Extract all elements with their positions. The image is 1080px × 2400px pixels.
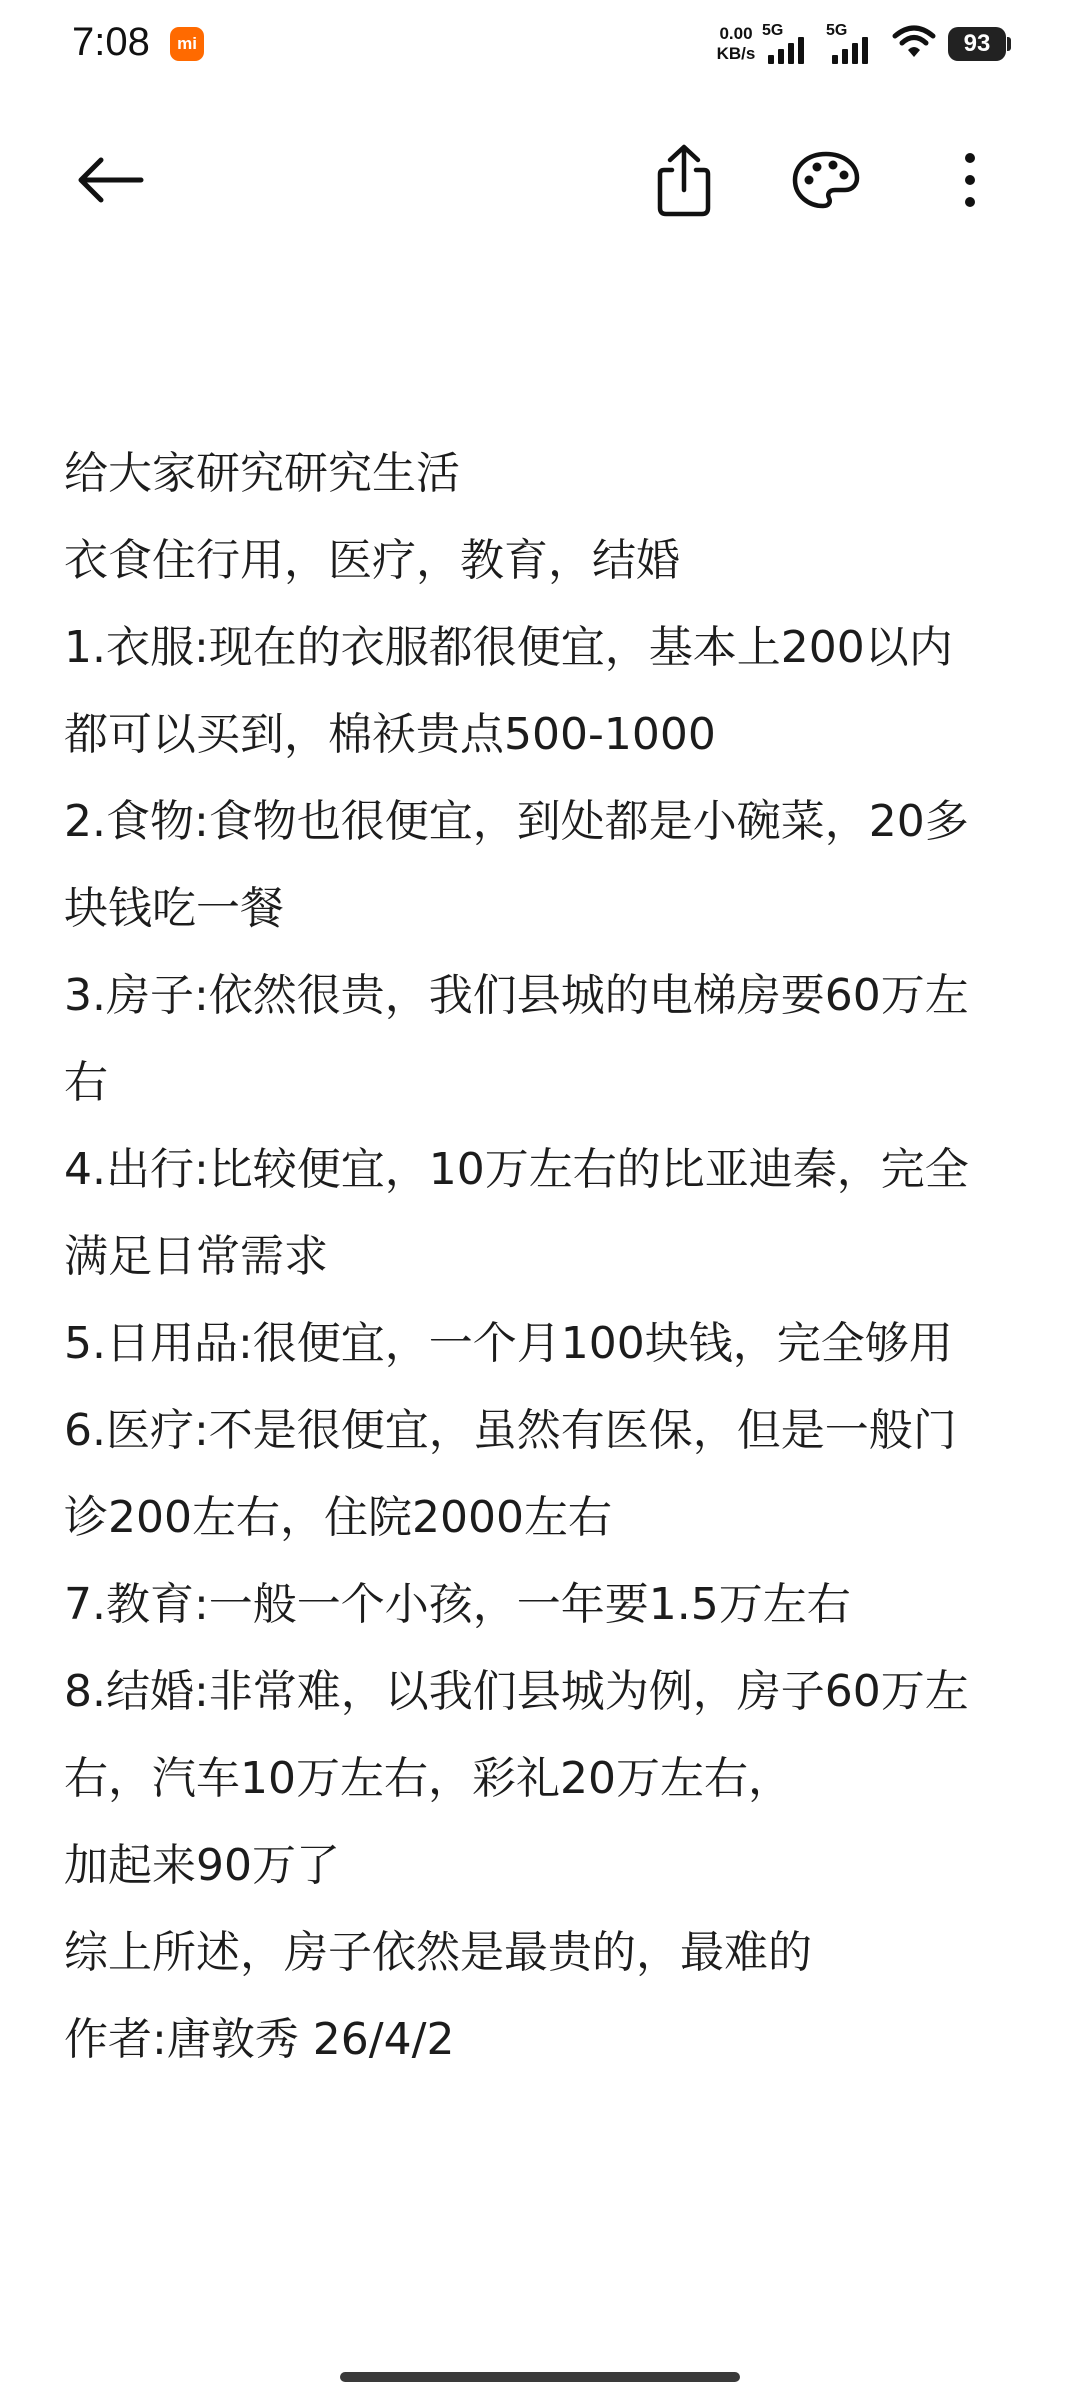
home-indicator[interactable] — [340, 2372, 740, 2382]
network-speed-unit: KB/s — [716, 44, 756, 63]
status-time: 7:08 — [72, 20, 150, 64]
note-line: 满足日常需求 — [64, 1231, 328, 1282]
note-line: 5.日用品:很便宜，一个月100块钱，完全够用 — [64, 1318, 953, 1369]
back-button[interactable] — [60, 130, 160, 230]
status-bar — [0, 0, 1080, 90]
note-line: 8.结婚:非常难，以我们县城为例，房子60万左 — [64, 1666, 969, 1717]
network-speed-value: 0.00 — [719, 24, 753, 43]
note-line: 都可以买到，棉袄贵点500-1000 — [64, 709, 716, 760]
note-line: 3.房子:依然很贵，我们县城的电梯房要60万左 — [64, 970, 969, 1021]
mi-notification-icon: mi — [170, 27, 204, 61]
note-line: 加起来90万了 — [64, 1840, 340, 1891]
toolbar — [0, 130, 1080, 230]
arrow-left-icon — [75, 155, 145, 205]
note-content[interactable] — [64, 430, 1024, 2083]
battery-icon: 93 — [948, 27, 1006, 61]
share-button[interactable] — [634, 130, 734, 230]
wifi-icon — [892, 24, 936, 60]
note-line: 7.教育:一般一个小孩，一年要1.5万左右 — [64, 1579, 851, 1630]
note-line: 给大家研究研究生活 — [64, 448, 460, 499]
battery-tip — [1007, 37, 1011, 51]
note-line: 右，汽车10万左右，彩礼20万左右， — [64, 1753, 792, 1804]
note-line: 块钱吃一餐 — [64, 883, 284, 934]
note-line: 诊200左右，住院2000左右 — [64, 1492, 612, 1543]
share-icon — [654, 142, 714, 218]
signal-2-label: 5G — [826, 22, 848, 39]
more-button[interactable] — [920, 130, 1020, 230]
note-line: 1.衣服:现在的衣服都很便宜，基本上200以内 — [64, 622, 953, 673]
network-speed — [712, 24, 760, 64]
note-line: 衣食住行用，医疗，教育，结婚 — [64, 535, 680, 586]
note-line: 2.食物:食物也很便宜，到处都是小碗菜，20多 — [64, 796, 969, 847]
note-line: 4.出行:比较便宜，10万左右的比亚迪秦，完全 — [64, 1144, 969, 1195]
note-line: 6.医疗:不是很便宜，虽然有医保，但是一般门 — [64, 1405, 957, 1456]
signal-1-label: 5G — [762, 22, 784, 39]
note-line: 作者:唐敦秀 26/4/2 — [64, 2014, 455, 2065]
palette-button[interactable] — [776, 130, 876, 230]
palette-icon — [791, 150, 861, 210]
more-vertical-icon — [960, 150, 980, 210]
note-line: 综上所述，房子依然是最贵的，最难的 — [64, 1927, 812, 1978]
note-line: 右 — [64, 1057, 108, 1108]
